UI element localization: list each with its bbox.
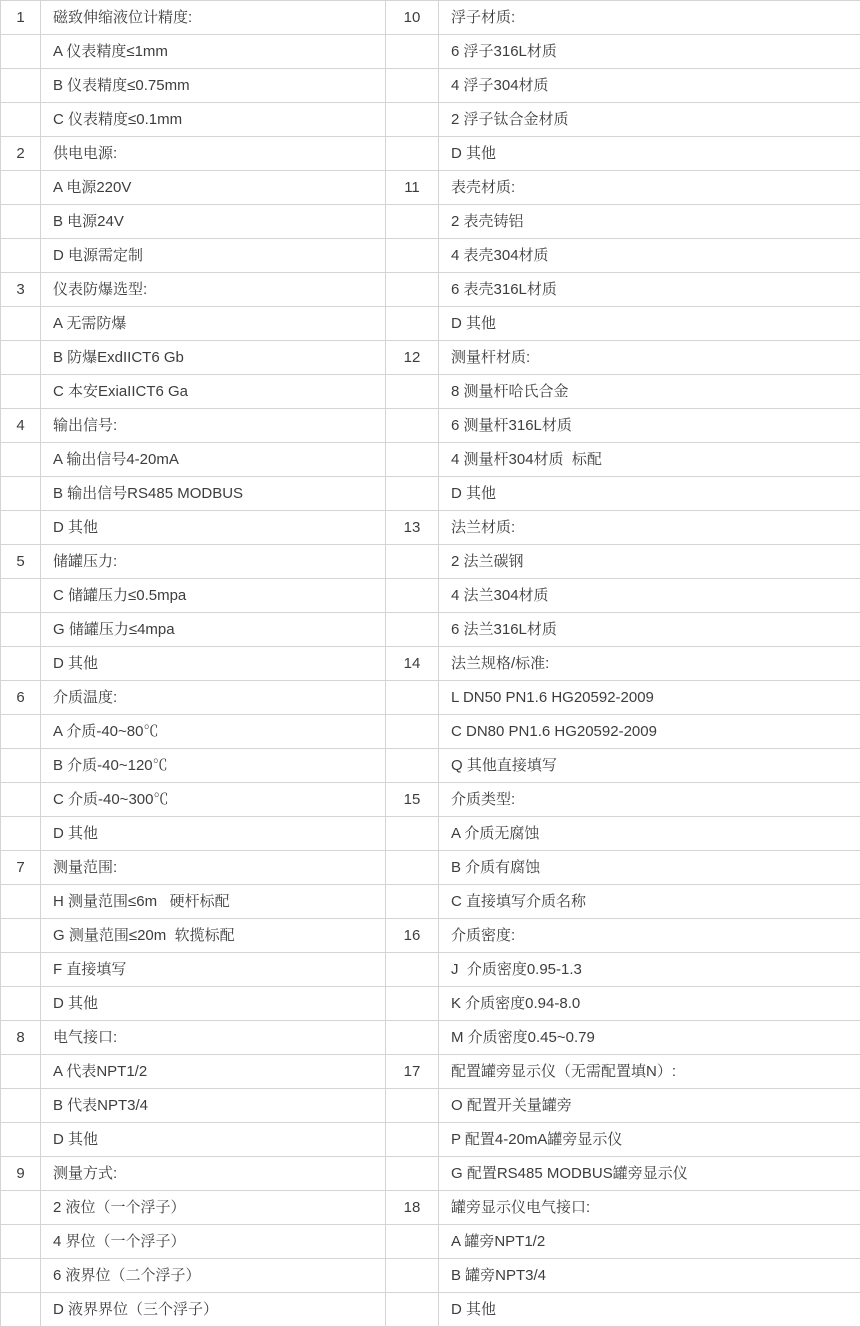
option-text-cell: D 其他 [439,307,860,341]
table-row [1,715,860,749]
option-text-cell: D 其他 [439,477,860,511]
item-number-cell [386,953,439,987]
table-row [1,409,860,443]
item-number-cell [1,749,41,783]
item-number-cell: 3 [1,273,41,307]
item-number-cell [1,69,41,103]
table-row [1,613,860,647]
option-text-cell: 浮子材质: [439,1,860,35]
item-number-cell [1,613,41,647]
option-text-cell: O 配置开关量罐旁 [439,1089,860,1123]
option-text-cell: 2 浮子钛合金材质 [439,103,860,137]
option-text-cell: 4 浮子304材质 [439,69,860,103]
option-text-cell: B 介质有腐蚀 [439,851,860,885]
table-row [1,579,860,613]
option-text-cell: M 介质密度0.45~0.79 [439,1021,860,1055]
item-number-cell [1,103,41,137]
item-number-cell [1,885,41,919]
item-number-cell: 15 [386,783,439,817]
table-row [1,205,860,239]
table-row [1,1191,860,1225]
item-number-cell [1,477,41,511]
option-text-cell: C DN80 PN1.6 HG20592-2009 [439,715,860,749]
item-number-cell [386,987,439,1021]
item-number-cell: 17 [386,1055,439,1089]
option-text-cell: 4 表壳304材质 [439,239,860,273]
option-text-cell: 8 测量杆哈氏合金 [439,375,860,409]
item-number-cell [1,953,41,987]
item-number-cell [1,205,41,239]
item-number-cell [386,273,439,307]
item-number-cell [1,783,41,817]
option-text-cell: D 其他 [41,987,386,1021]
item-number-cell [386,477,439,511]
option-text-cell: 磁致伸缩液位计精度: [41,1,386,35]
item-number-cell [1,1293,41,1327]
item-number-cell [386,749,439,783]
item-number-cell [1,1089,41,1123]
item-number-cell [1,1191,41,1225]
option-text-cell: A 无需防爆 [41,307,386,341]
option-text-cell: 测量方式: [41,1157,386,1191]
item-number-cell [1,239,41,273]
option-text-cell: A 罐旁NPT1/2 [439,1225,860,1259]
option-text-cell: D 其他 [41,647,386,681]
option-text-cell: 6 表壳316L材质 [439,273,860,307]
item-number-cell [1,511,41,545]
option-text-cell: 2 表壳铸铝 [439,205,860,239]
item-number-cell: 13 [386,511,439,545]
table-row [1,885,860,919]
table-row [1,35,860,69]
item-number-cell [1,579,41,613]
option-text-cell: 供电电源: [41,137,386,171]
table-row [1,137,860,171]
item-number-cell [386,103,439,137]
option-text-cell: 介质类型: [439,783,860,817]
item-number-cell [1,375,41,409]
item-number-cell: 14 [386,647,439,681]
option-text-cell: J 介质密度0.95-1.3 [439,953,860,987]
option-text-cell: 罐旁显示仪电气接口: [439,1191,860,1225]
item-number-cell [386,69,439,103]
option-text-cell: A 输出信号4-20mA [41,443,386,477]
item-number-cell [386,1259,439,1293]
table-row [1,681,860,715]
item-number-cell [1,307,41,341]
item-number-cell [386,205,439,239]
item-number-cell: 12 [386,341,439,375]
option-text-cell: 6 法兰316L材质 [439,613,860,647]
table-row [1,171,860,205]
option-text-cell: 6 测量杆316L材质 [439,409,860,443]
option-text-cell: C 本安ExiaIICT6 Ga [41,375,386,409]
item-number-cell [386,817,439,851]
item-number-cell [386,409,439,443]
option-text-cell: 测量范围: [41,851,386,885]
item-number-cell [386,239,439,273]
table-row [1,341,860,375]
option-text-cell: 4 测量杆304材质 标配 [439,443,860,477]
option-text-cell: D 液界界位（三个浮子） [41,1293,386,1327]
option-text-cell: A 代表NPT1/2 [41,1055,386,1089]
table-row [1,443,860,477]
item-number-cell [1,171,41,205]
option-text-cell: Q 其他直接填写 [439,749,860,783]
option-text-cell: D 其他 [41,817,386,851]
option-text-cell: 表壳材质: [439,171,860,205]
table-row [1,273,860,307]
item-number-cell [386,1021,439,1055]
item-number-cell: 6 [1,681,41,715]
option-text-cell: A 介质无腐蚀 [439,817,860,851]
option-text-cell: D 其他 [439,1293,860,1327]
item-number-cell [386,35,439,69]
item-number-cell [386,715,439,749]
item-number-cell: 2 [1,137,41,171]
table-row [1,239,860,273]
item-number-cell [1,1055,41,1089]
option-text-cell: A 介质-40~80℃ [41,715,386,749]
item-number-cell: 7 [1,851,41,885]
option-text-cell: 法兰材质: [439,511,860,545]
item-number-cell [386,613,439,647]
item-number-cell [1,715,41,749]
item-number-cell [1,1225,41,1259]
option-text-cell: C 直接填写介质名称 [439,885,860,919]
item-number-cell [386,137,439,171]
item-number-cell [386,1157,439,1191]
item-number-cell [386,1123,439,1157]
table-row [1,103,860,137]
item-number-cell [386,545,439,579]
item-number-cell [386,443,439,477]
option-text-cell: H 测量范围≤6m 硬杆标配 [41,885,386,919]
item-number-cell: 18 [386,1191,439,1225]
item-number-cell [386,375,439,409]
option-text-cell: P 配置4-20mA罐旁显示仪 [439,1123,860,1157]
option-text-cell: D 其他 [439,137,860,171]
item-number-cell [386,681,439,715]
item-number-cell [1,443,41,477]
option-text-cell: 介质温度: [41,681,386,715]
option-text-cell: B 防爆ExdIICT6 Gb [41,341,386,375]
table-row [1,1055,860,1089]
item-number-cell: 5 [1,545,41,579]
option-text-cell: 测量杆材质: [439,341,860,375]
option-text-cell: G 测量范围≤20m 软揽标配 [41,919,386,953]
option-text-cell: D 电源需定制 [41,239,386,273]
option-text-cell: K 介质密度0.94-8.0 [439,987,860,1021]
table-row [1,1259,860,1293]
table-row [1,749,860,783]
option-text-cell: C 介质-40~300℃ [41,783,386,817]
item-number-cell: 1 [1,1,41,35]
item-number-cell [1,647,41,681]
option-text-cell: 6 液界位（二个浮子） [41,1259,386,1293]
option-text-cell: 6 浮子316L材质 [439,35,860,69]
option-text-cell: 输出信号: [41,409,386,443]
option-text-cell: C 储罐压力≤0.5mpa [41,579,386,613]
item-number-cell [1,341,41,375]
table-row [1,1123,860,1157]
table-row [1,851,860,885]
table-row [1,1157,860,1191]
table-row [1,817,860,851]
table-row [1,783,860,817]
table-row [1,953,860,987]
option-text-cell: C 仪表精度≤0.1mm [41,103,386,137]
table-row [1,69,860,103]
item-number-cell: 10 [386,1,439,35]
option-text-cell: B 电源24V [41,205,386,239]
table-row [1,375,860,409]
item-number-cell [1,919,41,953]
option-text-cell: 仪表防爆选型: [41,273,386,307]
option-text-cell: G 储罐压力≤4mpa [41,613,386,647]
option-text-cell: B 介质-40~120℃ [41,749,386,783]
option-text-cell: L DN50 PN1.6 HG20592-2009 [439,681,860,715]
item-number-cell: 16 [386,919,439,953]
item-number-cell: 8 [1,1021,41,1055]
item-number-cell [1,1123,41,1157]
option-text-cell: D 其他 [41,511,386,545]
table-row [1,307,860,341]
option-text-cell: 法兰规格/标准: [439,647,860,681]
item-number-cell [1,817,41,851]
table-row [1,1293,860,1327]
option-text-cell: A 仪表精度≤1mm [41,35,386,69]
option-text-cell: 储罐压力: [41,545,386,579]
option-text-cell: 2 法兰碳钢 [439,545,860,579]
option-text-cell: B 输出信号RS485 MODBUS [41,477,386,511]
item-number-cell: 11 [386,171,439,205]
item-number-cell [1,35,41,69]
option-text-cell: 4 界位（一个浮子） [41,1225,386,1259]
item-number-cell [1,987,41,1021]
option-text-cell: F 直接填写 [41,953,386,987]
table-row [1,987,860,1021]
option-text-cell: 4 法兰304材质 [439,579,860,613]
item-number-cell [386,579,439,613]
item-number-cell [386,307,439,341]
option-text-cell: 2 液位（一个浮子） [41,1191,386,1225]
option-text-cell: B 罐旁NPT3/4 [439,1259,860,1293]
table-row [1,647,860,681]
option-text-cell: A 电源220V [41,171,386,205]
item-number-cell [386,1293,439,1327]
table-row [1,1,860,35]
table-row [1,1021,860,1055]
item-number-cell: 9 [1,1157,41,1191]
option-text-cell: 配置罐旁显示仪（无需配置填N）: [439,1055,860,1089]
item-number-cell [1,1259,41,1293]
table-row [1,1089,860,1123]
option-text-cell: D 其他 [41,1123,386,1157]
item-number-cell [386,885,439,919]
option-text-cell: 电气接口: [41,1021,386,1055]
option-text-cell: B 仪表精度≤0.75mm [41,69,386,103]
item-number-cell [386,851,439,885]
table-row [1,1225,860,1259]
option-text-cell: 介质密度: [439,919,860,953]
table-row [1,477,860,511]
item-number-cell [386,1225,439,1259]
table-row [1,511,860,545]
option-text-cell: B 代表NPT3/4 [41,1089,386,1123]
item-number-cell: 4 [1,409,41,443]
table-body [1,1,860,1327]
item-number-cell [386,1089,439,1123]
option-text-cell: G 配置RS485 MODBUS罐旁显示仪 [439,1157,860,1191]
table-row [1,919,860,953]
table-row [1,545,860,579]
